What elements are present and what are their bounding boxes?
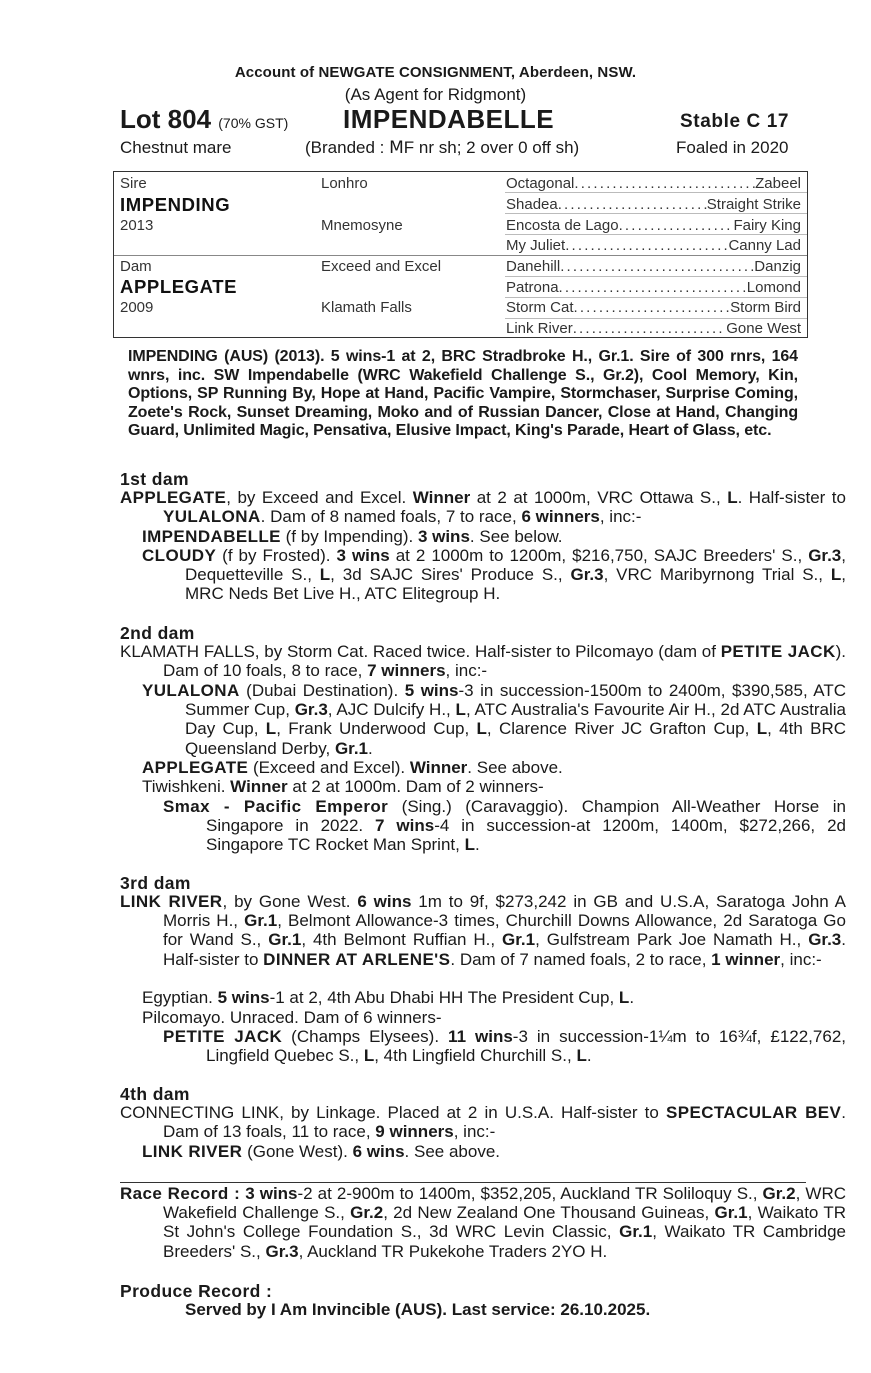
gen3-entry: Octagonal . . . Zabeel xyxy=(506,175,801,192)
pedigree-table xyxy=(113,171,808,338)
first-dam-text: APPLEGATE, by Exceed and Excel. Winner at 2 at 1000m, VRC Ottawa S., L. Half-sister to YULALONA. Dam of 8 named foals, 7 to race, 6 winners, inc:- xyxy=(120,488,846,527)
progeny-entry: LINK RIVER (Gone West). 6 wins. See above. xyxy=(142,1142,500,1161)
dam-sire: Exceed and Excel xyxy=(321,258,442,275)
gen3-entry: Storm Cat . . . Storm Bird xyxy=(506,299,801,316)
sire-name: IMPENDING xyxy=(120,194,231,215)
lot-label: Lot 804 xyxy=(120,104,212,134)
second-dam-text: KLAMATH FALLS, by Storm Cat. Raced twice. Half-sister to Pilcomayo (dam of PETITE JACK). Dam of 10 foals, 8 to race, 7 winners, inc:- xyxy=(120,642,847,681)
progeny-entry: YULALONA (Dubai Destination). 5 wins-3 in succession-1500m to 2400m, $390,585, ATC Summer Cup, Gr.3, AJC Dulcify H., L, ATC Australia's Favourite Air H., 2d ATC Australia Day Cup, L, Frank Underwood Cup, L, Clarence River JC Grafton Cup, L, 4th BRC Queensland Derby, Gr.1. xyxy=(142,681,846,758)
progeny-entry: Tiwishkeni. Winner at 2 at 1000m. Dam of 2 winners- xyxy=(142,777,544,796)
progeny-entry: APPLEGATE (Exceed and Excel). Winner. See above. xyxy=(142,758,563,777)
gen3-entry: Shadea . . . Straight Strike xyxy=(506,196,801,213)
progeny-entry: Pilcomayo. Unraced. Dam of 6 winners- xyxy=(142,1008,442,1027)
progeny-entry: IMPENDABELLE (f by Impending). 3 wins. See below. xyxy=(142,527,563,546)
dam-dam: Klamath Falls xyxy=(321,299,412,316)
fourth-dam-text: CONNECTING LINK, by Linkage. Placed at 2 in U.S.A. Half-sister to SPECTACULAR BEV. Dam of 13 foals, 11 to race, 9 winners, inc:- xyxy=(120,1103,846,1142)
gst-note: (70% GST) xyxy=(218,115,289,131)
progeny-entry: CLOUDY (f by Frosted). 3 wins at 2 1000m to 1200m, $216,750, SAJC Breeders' S., Gr.3, Dequetteville S., L, 3d SAJC Sires' Produce S., Gr.3, VRC Maribyrnong Trial S., L, MRC Neds Bet Live H., ATC Elitegroup H. xyxy=(142,546,847,604)
race-record: Race Record : 3 wins-2 at 2-900m to 1400m, $352,205, Auckland TR Soliloquy S., Gr.2, WRC Wakefield Challenge S., Gr.2, 2d New Zealand One Thousand Guineas, Gr.1, Waikato TR St John's College Foundation S., 3d WRC Levin Classic, Gr.1, Waikato TR Cambridge Breeders' S., Gr.3, Auckland TR Pukekohe Traders 2YO H. xyxy=(120,1184,846,1261)
produce-record-label: Produce Record : xyxy=(120,1281,273,1301)
dam-name: APPLEGATE xyxy=(120,276,238,297)
brand-info: (Branded : ⅯF nr sh; 2 over 0 off sh) xyxy=(305,138,580,157)
progeny-entry: Smax - Pacific Emperor (Sing.) (Caravaggio). Champion All-Weather Horse in Singapore in 2022. 7 wins-4 in succession-at 1200m, 1400m, $272,266, 2d Singapore TC Rocket Man Sprint, L. xyxy=(163,797,846,855)
sire-sire: Lonhro xyxy=(321,175,368,192)
progeny-entry: Egyptian. 5 wins-1 at 2, 4th Abu Dhabi HH The President Cup, L. xyxy=(142,988,635,1007)
service-info: Served by I Am Invincible (AUS). Last service: 26.10.2025. xyxy=(185,1300,651,1319)
dam-year: 2009 xyxy=(120,299,154,316)
lot-number xyxy=(120,104,288,135)
divider xyxy=(120,1182,806,1183)
colour-sex: Chestnut mare xyxy=(120,138,232,157)
sire-year: 2013 xyxy=(120,217,154,234)
sire-label: Sire xyxy=(120,175,147,192)
progeny-entry: PETITE JACK (Champs Elysees). 11 wins-3 in succession-1¼m to 16¾f, £122,762, Lingfield Quebec S., L, 4th Lingfield Churchill S., L. xyxy=(163,1027,846,1066)
sire-dam: Mnemosyne xyxy=(321,217,403,234)
sire-summary: IMPENDING (AUS) (2013). 5 wins-1 at 2, BRC Stradbroke H., Gr.1. Sire of 300 rnrs, 164 wnrs, inc. SW Impendabelle (WRC Wakefield Challenge S., Gr.2), Cool Memory, Kin, Options, SP Running By, Hope at Hand, Pacific Vampire, Stormchaser, Surprise Coming, Zoete's Rock, Sunset Dreaming, Moko and of Russian Dancer, Close at Hand, Changing Guard, Unlimited Magic, Pensativa, Elusive Impact, King's Parade, Heart of Glass, etc. xyxy=(128,348,798,439)
first-dam-heading: 1st dam xyxy=(120,469,189,489)
fourth-dam-heading: 4th dam xyxy=(120,1084,190,1104)
third-dam-heading: 3rd dam xyxy=(120,873,191,893)
gen3-entry: My Juliet . . . Canny Lad xyxy=(506,237,801,254)
gen3-entry: Encosta de Lago . . . Fairy King xyxy=(506,217,801,234)
stable-number: Stable C 17 xyxy=(680,111,790,132)
gen3-entry: Patrona . . . Lomond xyxy=(506,279,801,296)
gen3-entry: Danehill . . . Danzig xyxy=(506,258,801,275)
consignor-account: Account of NEWGATE CONSIGNMENT, Aberdeen, NSW. xyxy=(234,64,637,81)
agent-line: (As Agent for Ridgmont) xyxy=(344,85,527,104)
foaled-year: Foaled in 2020 xyxy=(676,138,789,157)
third-dam-text: LINK RIVER, by Gone West. 6 wins 1m to 9f, $273,242 in GB and U.S.A, Saratoga John A Morris H., Gr.1, Belmont Allowance-3 times, Churchill Downs Allowance, 2d Saratoga Go for Wand S., Gr.1, 4th Belmont Ruffian H., Gr.1, Gulfstream Park Joe Namath H., Gr.3. Half-sister to DINNER AT ARLENE'S. Dam of 7 named foals, 2 to race, 1 winner, inc:- xyxy=(120,892,847,969)
second-dam-heading: 2nd dam xyxy=(120,623,195,643)
horse-name: IMPENDABELLE xyxy=(343,104,555,134)
dam-label: Dam xyxy=(120,258,152,275)
brand-mark: ⅯF xyxy=(389,138,415,157)
gen3-entry: Link River . . . Gone West xyxy=(506,320,801,337)
